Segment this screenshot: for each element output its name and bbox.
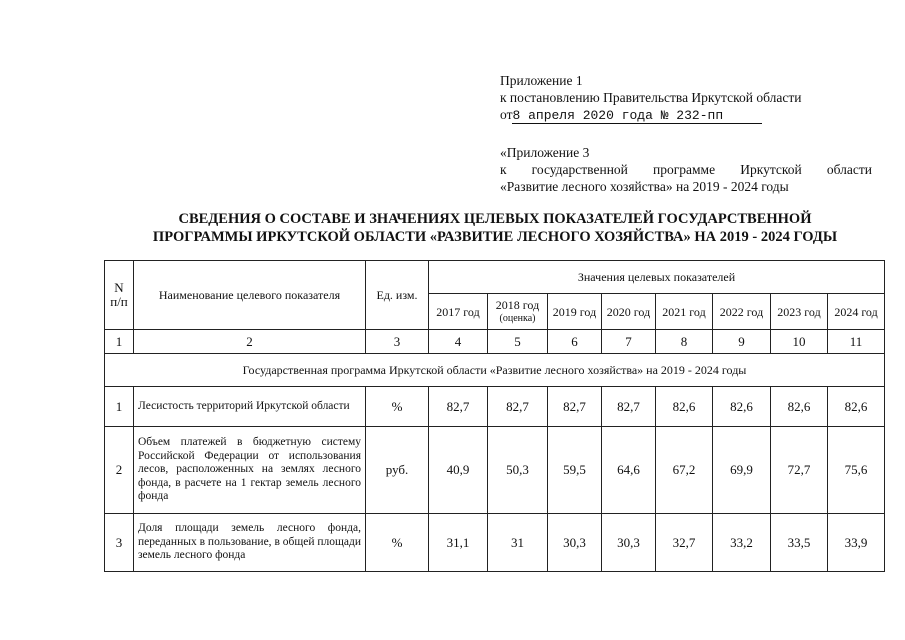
column-number: 4 <box>429 330 488 354</box>
header-year: 2017 год <box>429 294 488 330</box>
appendix1-resolution: к постановлению Правительства Иркутской области <box>500 90 802 105</box>
row-value: 82,7 <box>429 387 488 427</box>
appendix1-date-line <box>500 106 801 124</box>
row-value: 33,2 <box>713 514 771 572</box>
row-num: 2 <box>105 427 134 514</box>
appendix1-date-value: 8 апреля 2020 года № 232-пп <box>512 108 762 124</box>
appendix3-program-name: «Развитие лесного хозяйства» на 2019 - 2024 годы <box>500 179 789 194</box>
row-value: 82,7 <box>602 387 656 427</box>
row-value: 82,7 <box>548 387 602 427</box>
table-row <box>105 387 885 427</box>
appendix3-block <box>500 144 872 195</box>
column-number: 9 <box>713 330 771 354</box>
row-value: 82,6 <box>713 387 771 427</box>
appendix3-program: к государственной программе Иркутской области <box>500 162 872 177</box>
row-name: Объем платежей в бюджетную систему Российской Федерации от использования лесов, расположенных на землях лесного фонда, в расчете на 1 гектар земель лесного фонда <box>134 427 366 514</box>
row-value: 82,6 <box>656 387 713 427</box>
header-year: 2020 год <box>602 294 656 330</box>
header-year: 2022 год <box>713 294 771 330</box>
row-value: 59,5 <box>548 427 602 514</box>
header-year: 2019 год <box>548 294 602 330</box>
column-number: 8 <box>656 330 713 354</box>
row-value: 33,9 <box>828 514 885 572</box>
row-value: 67,2 <box>656 427 713 514</box>
header-name: Наименование целевого показателя <box>134 261 366 330</box>
row-value: 31,1 <box>429 514 488 572</box>
header-unit: Ед. изм. <box>366 261 429 330</box>
row-unit: руб. <box>366 427 429 514</box>
column-number: 6 <box>548 330 602 354</box>
appendix1-date-prefix: от <box>500 107 513 122</box>
document-title <box>0 210 905 246</box>
row-value: 30,3 <box>548 514 602 572</box>
column-number: 7 <box>602 330 656 354</box>
header-year: 2021 год <box>656 294 713 330</box>
header-year <box>488 294 548 330</box>
table-row <box>105 514 885 572</box>
row-num: 1 <box>105 387 134 427</box>
section-title: Государственная программа Иркутской области «Развитие лесного хозяйства» на 2019 - 2024 годы <box>105 354 885 387</box>
header-year-2018-note: (оценка) <box>499 312 536 324</box>
header-num: N п/п <box>105 261 134 330</box>
appendix1-block <box>500 72 801 124</box>
row-value: 40,9 <box>429 427 488 514</box>
header-values-group: Значения целевых показателей <box>429 261 885 294</box>
row-value: 30,3 <box>602 514 656 572</box>
row-value: 82,6 <box>828 387 885 427</box>
row-name: Лесистость территорий Иркутской области <box>134 387 366 427</box>
table-row <box>105 427 885 514</box>
column-number: 2 <box>134 330 366 354</box>
column-numbers-row <box>105 330 885 354</box>
column-number: 3 <box>366 330 429 354</box>
header-year: 2023 год <box>771 294 828 330</box>
document-title-line1: СВЕДЕНИЯ О СОСТАВЕ И ЗНАЧЕНИЯХ ЦЕЛЕВЫХ ПОКАЗАТЕЛЕЙ ГОСУДАРСТВЕННОЙ <box>178 211 812 227</box>
row-value: 32,7 <box>656 514 713 572</box>
row-value: 75,6 <box>828 427 885 514</box>
section-row <box>105 354 885 387</box>
document-title-line2: ПРОГРАММЫ ИРКУТСКОЙ ОБЛАСТИ «РАЗВИТИЕ ЛЕСНОГО ХОЗЯЙСТВА» НА 2019 - 2024 ГОДЫ <box>152 229 838 245</box>
row-unit: % <box>366 387 429 427</box>
column-number: 11 <box>828 330 885 354</box>
header-year-2018: 2018 год <box>495 297 540 312</box>
header-year: 2024 год <box>828 294 885 330</box>
row-value: 82,7 <box>488 387 548 427</box>
row-value: 82,6 <box>771 387 828 427</box>
column-number: 1 <box>105 330 134 354</box>
row-value: 33,5 <box>771 514 828 572</box>
appendix1-title: Приложение 1 <box>500 73 583 88</box>
row-name: Доля площади земель лесного фонда, переданных в пользование, в общей площади земель лесного фонда <box>134 514 366 572</box>
row-value: 64,6 <box>602 427 656 514</box>
indicators-table <box>104 260 885 572</box>
row-unit: % <box>366 514 429 572</box>
row-value: 72,7 <box>771 427 828 514</box>
row-value: 50,3 <box>488 427 548 514</box>
column-number: 5 <box>488 330 548 354</box>
column-number: 10 <box>771 330 828 354</box>
appendix3-title: «Приложение 3 <box>500 145 590 160</box>
row-value: 69,9 <box>713 427 771 514</box>
row-value: 31 <box>488 514 548 572</box>
row-num: 3 <box>105 514 134 572</box>
